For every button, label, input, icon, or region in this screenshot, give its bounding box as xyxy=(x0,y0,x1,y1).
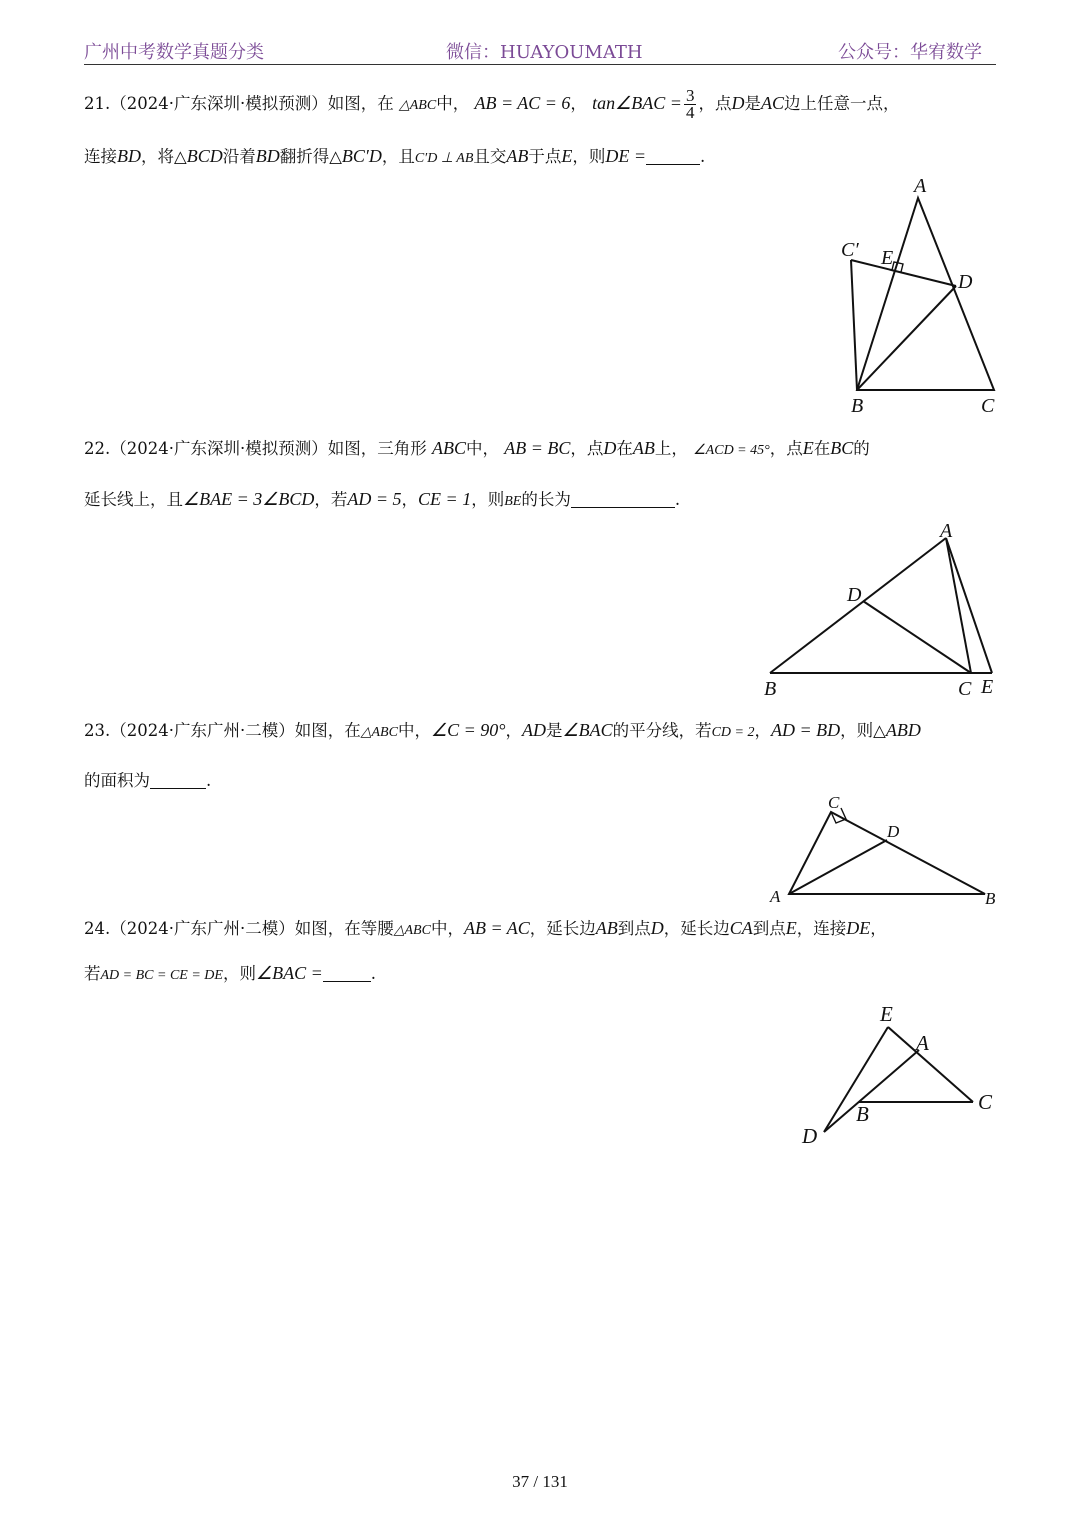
q24-text: . xyxy=(370,964,376,983)
q21-label-d: D xyxy=(958,271,973,293)
q22-source: （2024·广东深圳·模拟预测） xyxy=(110,439,328,458)
q22-number: 22. xyxy=(84,439,111,458)
question-24 xyxy=(84,915,999,989)
q24-number: 24. xyxy=(84,919,111,938)
q22-text: 在 xyxy=(813,439,831,458)
q22-text: 在 xyxy=(616,439,633,458)
q21-text: ，点 xyxy=(698,94,732,113)
q22-math: ∠ACD = 45° xyxy=(693,443,770,458)
q23-text: 如图，在 xyxy=(294,721,361,740)
q24-label-d: D xyxy=(802,1124,818,1148)
q24-math: DE xyxy=(846,918,871,938)
q21-segment-bcp xyxy=(851,260,857,390)
q21-segment-bd xyxy=(857,286,956,390)
question-23 xyxy=(84,717,999,794)
q21-math: E xyxy=(561,146,573,166)
q22-text: ，若 xyxy=(314,490,348,509)
q21-triangle-abc xyxy=(857,198,994,390)
header-public-account: 公众号：华宥数学 xyxy=(838,42,982,63)
q22-line2 xyxy=(84,486,999,515)
q22-text: 如图，三角形 xyxy=(327,439,427,458)
q24-line2 xyxy=(84,960,999,989)
q22-text: . xyxy=(674,490,681,509)
q21-math: BD xyxy=(255,146,280,166)
q23-text: . xyxy=(206,771,212,790)
question-21 xyxy=(84,88,999,172)
header-wechat: 微信：HUAYOUMATH xyxy=(446,42,643,63)
q21-math: C′D ⊥ AB xyxy=(414,151,474,166)
q22-text: ，点 xyxy=(769,439,803,458)
q21-math: △ABC xyxy=(398,98,437,113)
q21-number: 21. xyxy=(84,94,111,113)
q21-math: tan∠BAC = xyxy=(592,93,682,113)
q22-text: 的 xyxy=(853,439,870,458)
page-header xyxy=(84,36,996,65)
q21-text: ，则 xyxy=(572,147,606,166)
q23-answer-blank[interactable] xyxy=(150,770,206,789)
q22-text: 延长线上，且 xyxy=(84,490,183,509)
q22-text: ，点 xyxy=(570,439,604,458)
q23-math: AD = BD xyxy=(771,720,841,740)
q23-math: △ABC xyxy=(360,725,398,740)
q22-label-a: A xyxy=(940,520,953,542)
q24-text: 到点 xyxy=(617,919,651,938)
q21-math: BC′D xyxy=(341,146,382,166)
question-22 xyxy=(84,435,999,515)
q23-text: ， xyxy=(754,721,771,740)
q23-text: 中， xyxy=(397,721,431,740)
q21-text: 且交 xyxy=(473,147,507,166)
q21-text: 是 xyxy=(744,94,761,113)
q22-math: BC xyxy=(830,438,854,458)
q21-math: AB = AC = 6 xyxy=(474,93,571,113)
q22-text: ， xyxy=(401,490,419,509)
q22-math: D xyxy=(603,438,617,458)
q21-text: ，将△ xyxy=(141,147,187,166)
q24-math: ∠BAC = xyxy=(255,963,323,983)
q24-math: AB xyxy=(595,918,618,938)
q22-text: 的长为 xyxy=(521,490,571,509)
q22-math: ABC xyxy=(431,438,466,458)
q24-segment-da xyxy=(824,1050,919,1132)
q21-math: AB xyxy=(506,146,529,166)
q21-text: ， xyxy=(570,94,587,113)
q24-source: （2024·广东广州·二模） xyxy=(110,919,295,938)
q24-line1 xyxy=(84,915,999,944)
q22-label-c: C xyxy=(958,678,972,700)
q22-math: BE xyxy=(504,494,522,509)
q21-fraction xyxy=(684,88,697,121)
q24-label-b: B xyxy=(856,1102,869,1126)
q22-math: AB xyxy=(632,438,655,458)
q21-label-cp: C′ xyxy=(841,239,859,261)
q21-math: DE = xyxy=(605,146,647,166)
q22-figure xyxy=(755,515,1015,705)
q24-text: ，则 xyxy=(222,964,256,983)
q23-math: ∠BAC xyxy=(562,720,613,740)
q22-math: AD = 5 xyxy=(347,489,402,509)
q23-label-b: B xyxy=(985,889,996,908)
q21-math: D xyxy=(731,93,745,113)
q22-segment-ac xyxy=(946,538,971,673)
q24-text: ，延长边 xyxy=(663,919,730,938)
q21-label-e: E xyxy=(881,247,894,269)
q22-segment-dc xyxy=(863,601,971,673)
q22-math: AB = BC xyxy=(504,438,571,458)
q22-text: 中， xyxy=(465,439,499,458)
q23-math: ∠C = 90° xyxy=(430,720,506,740)
q21-math: BD xyxy=(117,146,141,166)
q21-line1 xyxy=(84,88,999,121)
q21-text: 翻折得△ xyxy=(279,147,342,166)
q22-label-d: D xyxy=(847,584,862,606)
q23-number: 23. xyxy=(84,721,111,740)
q23-math: AD xyxy=(521,720,546,740)
q21-label-c: C xyxy=(981,395,995,417)
q22-label-e: E xyxy=(981,676,994,698)
q24-math: △ABC xyxy=(393,923,431,938)
q24-text: 如图，在等腰 xyxy=(294,919,394,938)
q22-text: ，则 xyxy=(471,490,505,509)
q23-label-c: C xyxy=(828,793,840,812)
q21-text: 如图，在 xyxy=(327,94,394,113)
q24-answer-blank[interactable] xyxy=(323,963,371,982)
q21-line2 xyxy=(84,143,999,172)
q24-text: 若 xyxy=(84,964,101,983)
q21-text: ，且 xyxy=(381,147,415,166)
q21-text: 沿着 xyxy=(222,147,256,166)
q24-math: D xyxy=(650,918,664,938)
q22-segment-ae xyxy=(946,538,992,673)
q24-label-a: A xyxy=(916,1031,929,1055)
q22-answer-blank[interactable] xyxy=(571,489,675,508)
q23-math: CD = 2 xyxy=(711,725,755,740)
q24-math: E xyxy=(785,918,797,938)
q22-math: E xyxy=(802,438,814,458)
q24-text: ，延长边 xyxy=(529,919,596,938)
q22-text: 上， xyxy=(654,439,688,458)
q24-math: AD = BC = CE = DE xyxy=(100,968,223,983)
q23-label-d: D xyxy=(887,822,900,841)
q23-text: ， xyxy=(505,721,522,740)
q22-math: CE = 1 xyxy=(418,489,472,509)
q24-figure xyxy=(795,995,1015,1155)
q21-math: AC xyxy=(760,93,784,113)
q21-text: . xyxy=(700,147,706,166)
q21-frac-num: 3 xyxy=(685,86,695,105)
q21-text: 中， xyxy=(436,94,470,113)
q22-label-b: B xyxy=(764,678,777,700)
q24-text: 中， xyxy=(430,919,464,938)
q24-label-c: C xyxy=(978,1090,993,1114)
q23-text: 是 xyxy=(545,721,563,740)
q21-figure xyxy=(830,172,1010,422)
q22-line1 xyxy=(84,435,999,464)
q21-frac-den: 4 xyxy=(685,103,695,122)
q24-text: ， xyxy=(870,919,887,938)
q23-label-a: A xyxy=(770,887,781,906)
q24-label-e: E xyxy=(880,1002,893,1026)
q23-text: 的平分线，若 xyxy=(612,721,712,740)
q23-text: ，则△ xyxy=(840,721,886,740)
q24-math: CA xyxy=(729,918,753,938)
q21-label-a: A xyxy=(914,175,927,197)
q21-text: 于点 xyxy=(528,147,562,166)
q23-figure xyxy=(765,790,1005,910)
q24-math: AB = AC xyxy=(463,918,530,938)
q21-math: BCD xyxy=(186,146,223,166)
page-number: 37 / 131 xyxy=(512,1472,568,1491)
q23-math: ABD xyxy=(885,720,921,740)
q24-text: ，连接 xyxy=(796,919,847,938)
q21-text: 边上任意一点， xyxy=(783,94,900,113)
q21-source: （2024·广东深圳·模拟预测） xyxy=(110,94,328,113)
q24-text: 到点 xyxy=(752,919,786,938)
q23-line1 xyxy=(84,717,999,746)
q21-answer-blank[interactable] xyxy=(646,146,700,165)
q21-label-b: B xyxy=(851,395,864,417)
q22-math: ∠BAE = 3∠BCD xyxy=(183,489,315,509)
q21-text: 连接 xyxy=(84,147,117,166)
header-left-title: 广州中考数学真题分类 xyxy=(84,42,264,63)
q23-text: 的面积为 xyxy=(84,771,150,790)
q23-source: （2024·广东广州·二模） xyxy=(110,721,295,740)
